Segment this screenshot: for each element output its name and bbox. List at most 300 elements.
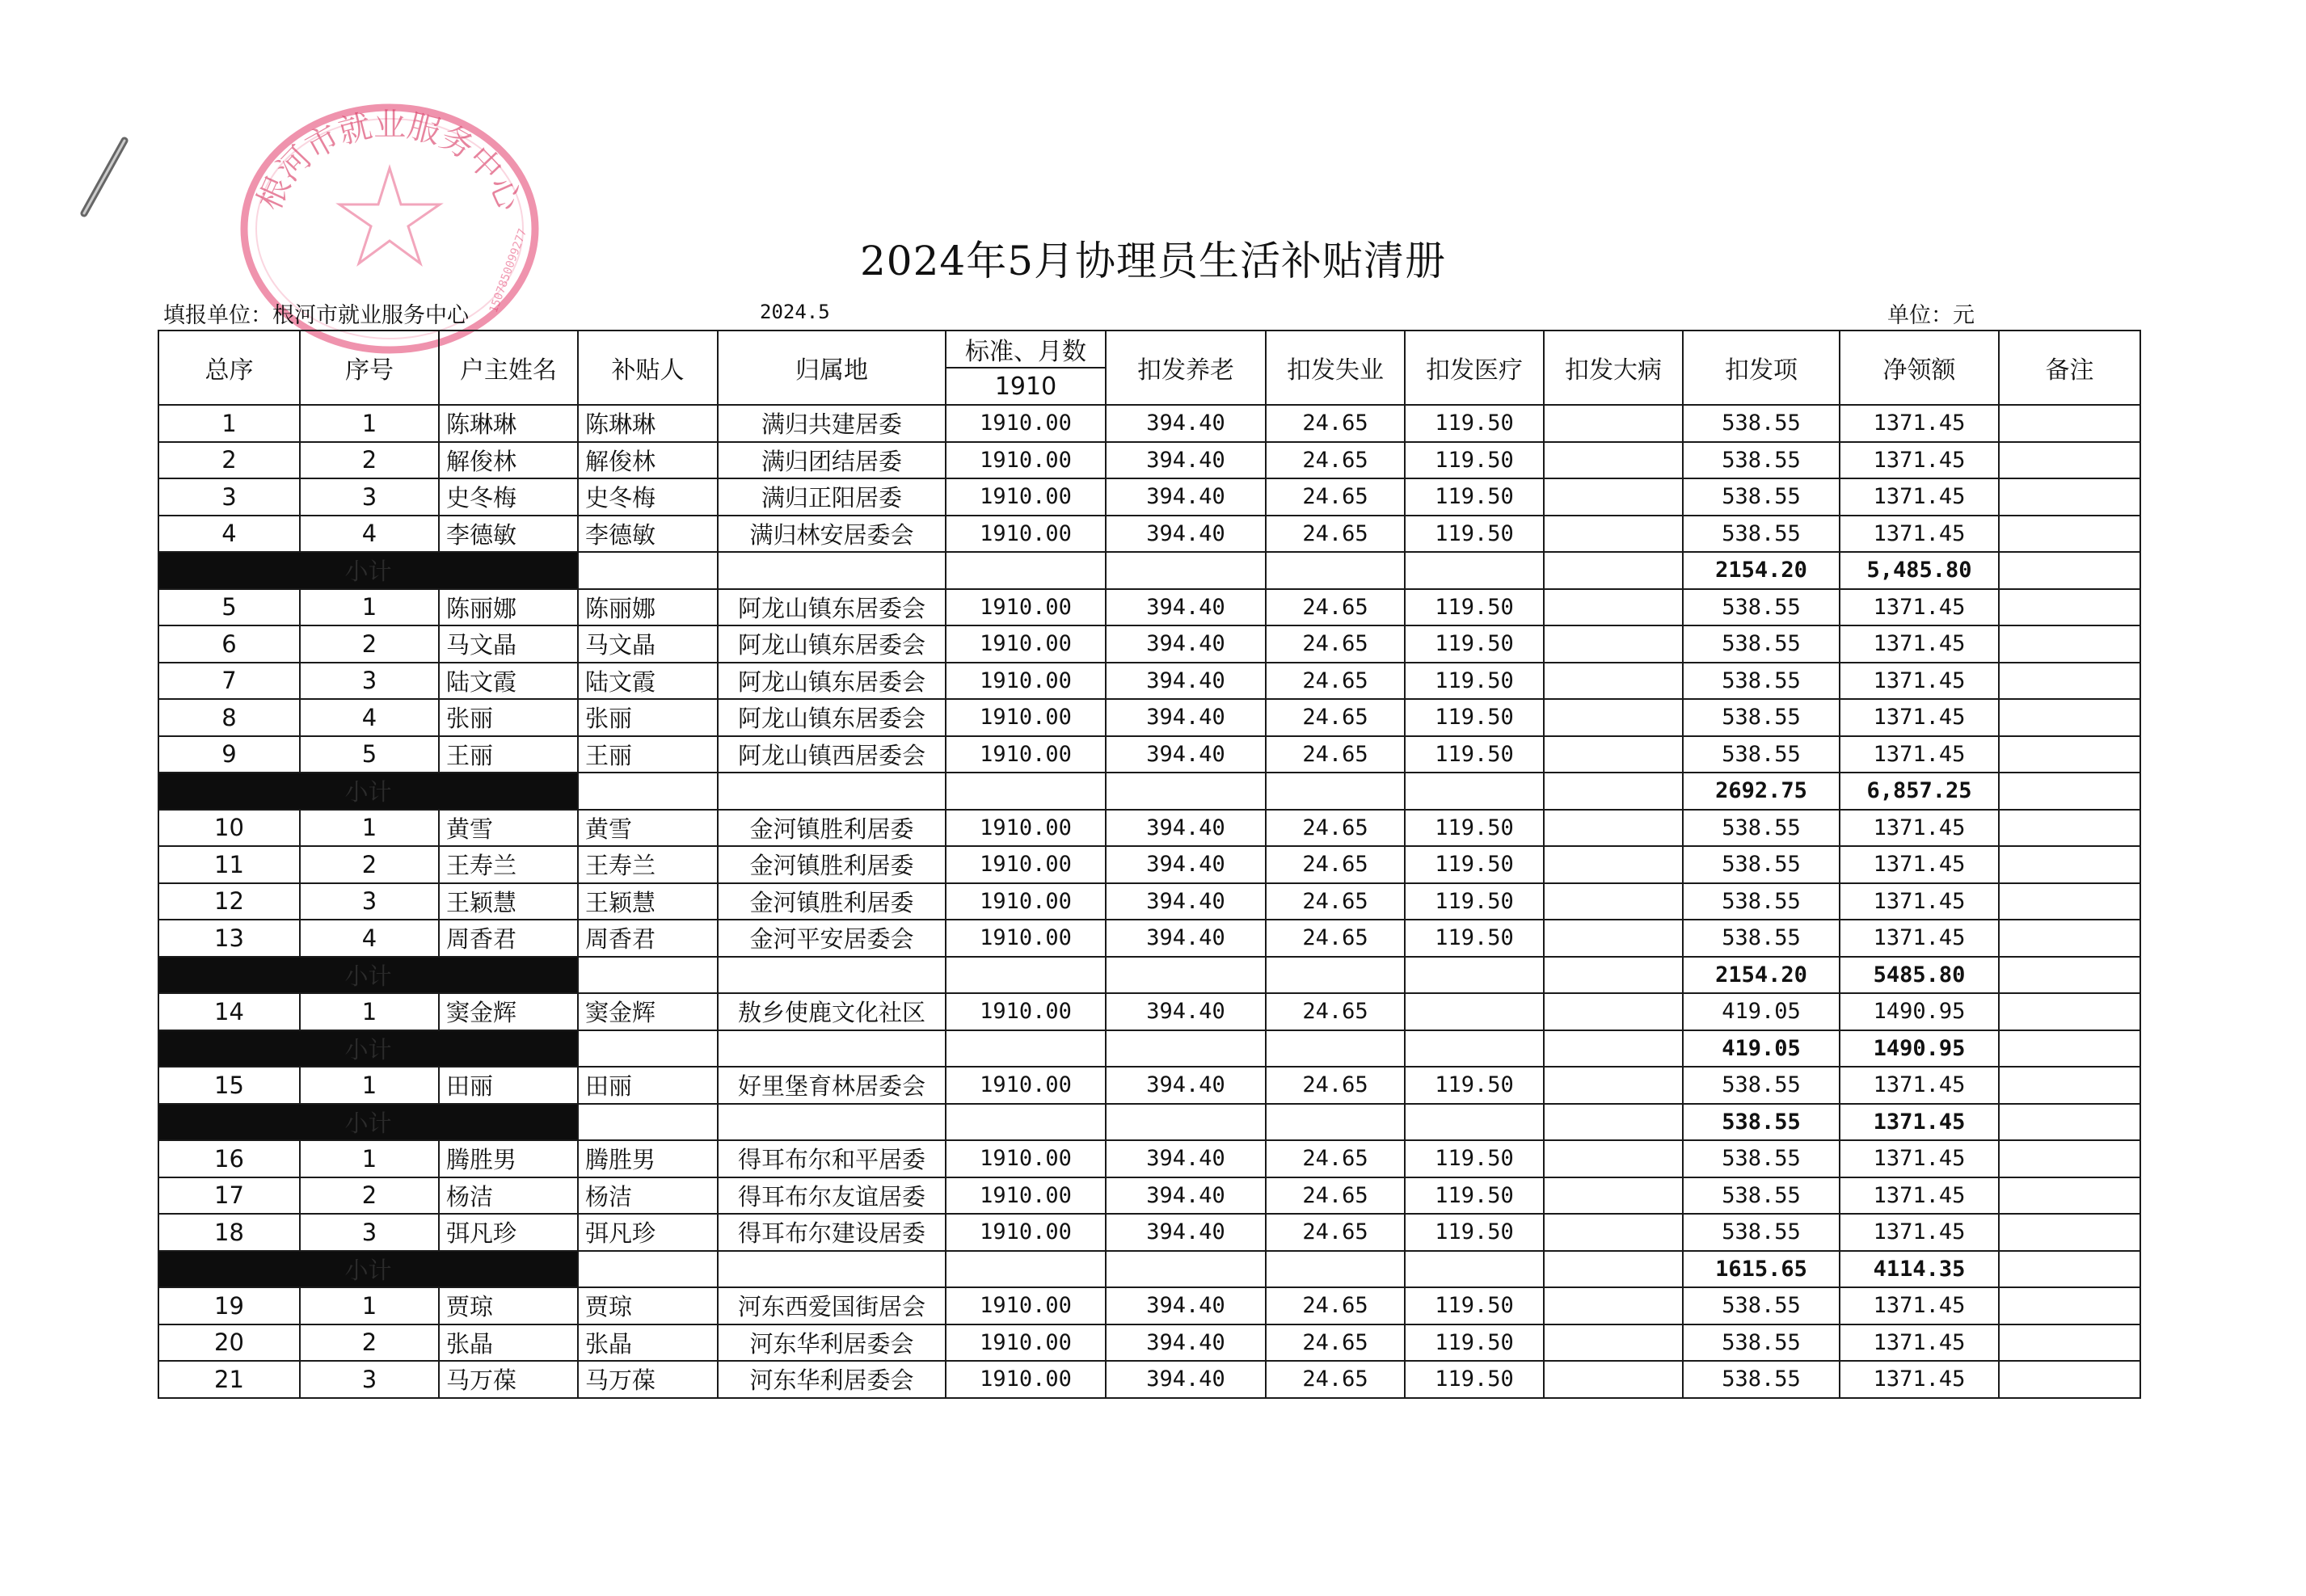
total-no-cell: 9 (158, 736, 300, 773)
remark-cell (1999, 773, 2140, 810)
remark-cell (1999, 1324, 2140, 1362)
deduction-cell: 538.55 (1683, 589, 1840, 626)
deduction-cell: 538.55 (1683, 1361, 1840, 1398)
net-amount-cell: 1371.45 (1840, 846, 1999, 883)
affiliation-cell: 敖乡使鹿文化社区 (718, 993, 946, 1030)
remark-cell (1999, 1287, 2140, 1324)
recipient-cell: 贾琼 (578, 1287, 718, 1324)
table-row (158, 920, 2140, 957)
total-no-cell: 5 (158, 589, 300, 626)
subtotal-net-cell: 1371.45 (1840, 1104, 1999, 1141)
total-no-cell: 1 (158, 405, 300, 442)
householder-cell: 张晶 (439, 1324, 578, 1362)
recipient-cell: 王寿兰 (578, 846, 718, 883)
total-no-cell: 15 (158, 1067, 300, 1104)
unemployment-cell: 24.65 (1266, 1324, 1405, 1362)
affiliation-cell: 河东西爱国街居会 (718, 1287, 946, 1324)
total-no-cell: 2 (158, 442, 300, 479)
subtotal-row (158, 552, 2140, 589)
subtotal-label: 小计 (158, 957, 578, 994)
unemployment-cell: 24.65 (1266, 405, 1405, 442)
empty-cell (1106, 957, 1266, 994)
total-no-cell: 11 (158, 846, 300, 883)
standard-cell: 1910.00 (946, 663, 1106, 700)
deduction-cell: 538.55 (1683, 663, 1840, 700)
standard-cell: 1910.00 (946, 405, 1106, 442)
filler-unit: 填报单位：根河市就业服务中心 (163, 303, 469, 328)
recipient-cell: 黄雪 (578, 810, 718, 847)
pension-cell: 394.40 (1106, 1287, 1266, 1324)
empty-cell (718, 773, 946, 810)
serious-illness-cell (1544, 405, 1683, 442)
subtotal-net-cell: 4114.35 (1840, 1251, 1999, 1288)
header-affiliation: 归属地 (718, 331, 946, 405)
seq-no-cell: 3 (300, 1214, 439, 1251)
subtotal-deduction-cell: 2154.20 (1683, 957, 1840, 994)
pension-cell: 394.40 (1106, 736, 1266, 773)
medical-cell: 119.50 (1405, 1177, 1544, 1215)
empty-cell (946, 1251, 1106, 1288)
unemployment-cell: 24.65 (1266, 1214, 1405, 1251)
unemployment-cell: 24.65 (1266, 663, 1405, 700)
table-row (158, 1287, 2140, 1324)
affiliation-cell: 满归林安居委会 (718, 516, 946, 553)
subtotal-label: 小计 (158, 1030, 578, 1068)
empty-cell (1266, 1030, 1405, 1068)
householder-cell: 陈丽娜 (439, 589, 578, 626)
recipient-cell: 陈丽娜 (578, 589, 718, 626)
recipient-cell: 解俊林 (578, 442, 718, 479)
empty-cell (1266, 1104, 1405, 1141)
serious-illness-cell (1544, 883, 1683, 920)
pen-mark (74, 136, 139, 225)
pension-cell: 394.40 (1106, 478, 1266, 516)
svg-text:根河市就业服务中心: 根河市就业服务中心 (251, 106, 529, 217)
affiliation-cell: 得耳布尔友谊居委 (718, 1177, 946, 1215)
empty-cell (578, 1104, 718, 1141)
pension-cell: 394.40 (1106, 405, 1266, 442)
affiliation-cell: 满归正阳居委 (718, 478, 946, 516)
empty-cell (1106, 1030, 1266, 1068)
deduction-cell: 538.55 (1683, 1140, 1840, 1177)
affiliation-cell: 金河镇胜利居委 (718, 810, 946, 847)
householder-cell: 马文晶 (439, 625, 578, 663)
affiliation-cell: 金河镇胜利居委 (718, 883, 946, 920)
householder-cell: 张丽 (439, 699, 578, 736)
remark-cell (1999, 478, 2140, 516)
subsidy-table (158, 330, 2141, 1399)
empty-cell (1106, 1251, 1266, 1288)
total-no-cell: 21 (158, 1361, 300, 1398)
remark-cell (1999, 663, 2140, 700)
remark-cell (1999, 516, 2140, 553)
total-no-cell: 13 (158, 920, 300, 957)
pension-cell: 394.40 (1106, 920, 1266, 957)
empty-cell (1266, 773, 1405, 810)
householder-cell: 王寿兰 (439, 846, 578, 883)
net-amount-cell: 1371.45 (1840, 920, 1999, 957)
remark-cell (1999, 589, 2140, 626)
serious-illness-cell (1544, 1287, 1683, 1324)
seq-no-cell: 3 (300, 478, 439, 516)
pension-cell: 394.40 (1106, 1067, 1266, 1104)
subtotal-row (158, 1251, 2140, 1288)
recipient-cell: 李德敏 (578, 516, 718, 553)
medical-cell: 119.50 (1405, 405, 1544, 442)
deduction-cell: 538.55 (1683, 625, 1840, 663)
standard-cell: 1910.00 (946, 516, 1106, 553)
pension-cell: 394.40 (1106, 1177, 1266, 1215)
affiliation-cell: 阿龙山镇东居委会 (718, 699, 946, 736)
seq-no-cell: 1 (300, 810, 439, 847)
householder-cell: 窦金辉 (439, 993, 578, 1030)
header-householder: 户主姓名 (439, 331, 578, 405)
seq-no-cell: 4 (300, 699, 439, 736)
standard-cell: 1910.00 (946, 993, 1106, 1030)
medical-cell: 119.50 (1405, 920, 1544, 957)
empty-cell (1106, 552, 1266, 589)
empty-cell (578, 957, 718, 994)
deduction-cell: 538.55 (1683, 1214, 1840, 1251)
affiliation-cell: 阿龙山镇东居委会 (718, 589, 946, 626)
empty-cell (1544, 1251, 1683, 1288)
empty-cell (1544, 552, 1683, 589)
empty-cell (946, 552, 1106, 589)
householder-cell: 王丽 (439, 736, 578, 773)
unemployment-cell: 24.65 (1266, 699, 1405, 736)
table-row (158, 589, 2140, 626)
header-total-no: 总序 (158, 331, 300, 405)
unemployment-cell: 24.65 (1266, 810, 1405, 847)
pension-cell: 394.40 (1106, 663, 1266, 700)
total-no-cell: 17 (158, 1177, 300, 1215)
recipient-cell: 张丽 (578, 699, 718, 736)
recipient-cell: 杨洁 (578, 1177, 718, 1215)
net-amount-cell: 1371.45 (1840, 1067, 1999, 1104)
householder-cell: 腾胜男 (439, 1140, 578, 1177)
table-row (158, 405, 2140, 442)
total-no-cell: 4 (158, 516, 300, 553)
recipient-cell: 周香君 (578, 920, 718, 957)
total-no-cell: 19 (158, 1287, 300, 1324)
serious-illness-cell (1544, 1324, 1683, 1362)
empty-cell (718, 1030, 946, 1068)
net-amount-cell: 1371.45 (1840, 589, 1999, 626)
seq-no-cell: 2 (300, 1177, 439, 1215)
serious-illness-cell (1544, 589, 1683, 626)
standard-cell: 1910.00 (946, 625, 1106, 663)
standard-cell: 1910.00 (946, 589, 1106, 626)
net-amount-cell: 1371.45 (1840, 663, 1999, 700)
net-amount-cell: 1371.45 (1840, 883, 1999, 920)
net-amount-cell: 1371.45 (1840, 699, 1999, 736)
recipient-cell: 张晶 (578, 1324, 718, 1362)
table-row (158, 883, 2140, 920)
remark-cell (1999, 1104, 2140, 1141)
deduction-cell: 538.55 (1683, 1324, 1840, 1362)
unemployment-cell: 24.65 (1266, 442, 1405, 479)
deduction-cell: 538.55 (1683, 1177, 1840, 1215)
total-no-cell: 14 (158, 993, 300, 1030)
net-amount-cell: 1371.45 (1840, 478, 1999, 516)
affiliation-cell: 好里堡育林居委会 (718, 1067, 946, 1104)
medical-cell: 119.50 (1405, 883, 1544, 920)
pension-cell: 394.40 (1106, 1214, 1266, 1251)
householder-cell: 周香君 (439, 920, 578, 957)
serious-illness-cell (1544, 1067, 1683, 1104)
header-remark: 备注 (1999, 331, 2140, 405)
householder-cell: 贾琼 (439, 1287, 578, 1324)
affiliation-cell: 阿龙山镇东居委会 (718, 663, 946, 700)
unemployment-cell: 24.65 (1266, 478, 1405, 516)
table-row (158, 1361, 2140, 1398)
net-amount-cell: 1371.45 (1840, 516, 1999, 553)
medical-cell: 119.50 (1405, 1361, 1544, 1398)
householder-cell: 田丽 (439, 1067, 578, 1104)
medical-cell: 119.50 (1405, 846, 1544, 883)
affiliation-cell: 得耳布尔建设居委 (718, 1214, 946, 1251)
remark-cell (1999, 699, 2140, 736)
subtotal-net-cell: 5,485.80 (1840, 552, 1999, 589)
affiliation-cell: 满归共建居委 (718, 405, 946, 442)
subtotal-net-cell: 6,857.25 (1840, 773, 1999, 810)
remark-cell (1999, 736, 2140, 773)
total-no-cell: 10 (158, 810, 300, 847)
unemployment-cell: 24.65 (1266, 736, 1405, 773)
table-row (158, 993, 2140, 1030)
remark-cell (1999, 552, 2140, 589)
total-no-cell: 7 (158, 663, 300, 700)
remark-cell (1999, 920, 2140, 957)
deduction-cell: 538.55 (1683, 736, 1840, 773)
pension-cell: 394.40 (1106, 442, 1266, 479)
recipient-cell: 腾胜男 (578, 1140, 718, 1177)
remark-cell (1999, 810, 2140, 847)
empty-cell (578, 773, 718, 810)
medical-cell: 119.50 (1405, 442, 1544, 479)
empty-cell (1106, 773, 1266, 810)
deduction-cell: 538.55 (1683, 405, 1840, 442)
empty-cell (1266, 552, 1405, 589)
unemployment-cell: 24.65 (1266, 883, 1405, 920)
serious-illness-cell (1544, 699, 1683, 736)
seq-no-cell: 3 (300, 663, 439, 700)
pension-cell: 394.40 (1106, 883, 1266, 920)
subtotal-row (158, 773, 2140, 810)
remark-cell (1999, 1067, 2140, 1104)
standard-cell: 1910.00 (946, 699, 1106, 736)
net-amount-cell: 1371.45 (1840, 1214, 1999, 1251)
table-row (158, 1140, 2140, 1177)
deduction-cell: 538.55 (1683, 1287, 1840, 1324)
total-no-cell: 3 (158, 478, 300, 516)
seq-no-cell: 2 (300, 625, 439, 663)
empty-cell (1405, 1104, 1544, 1141)
table-row (158, 810, 2140, 847)
pension-cell: 394.40 (1106, 846, 1266, 883)
subtotal-label: 小计 (158, 552, 578, 589)
recipient-cell: 史冬梅 (578, 478, 718, 516)
householder-cell: 陆文霞 (439, 663, 578, 700)
table-row (158, 625, 2140, 663)
pension-cell: 394.40 (1106, 516, 1266, 553)
empty-cell (578, 1251, 718, 1288)
empty-cell (718, 1104, 946, 1141)
householder-cell: 马万葆 (439, 1361, 578, 1398)
table-row (158, 442, 2140, 479)
header-serious-illness: 扣发大病 (1544, 331, 1683, 405)
table-row (158, 699, 2140, 736)
seq-no-cell: 1 (300, 589, 439, 626)
standard-cell: 1910.00 (946, 846, 1106, 883)
net-amount-cell: 1490.95 (1840, 993, 1999, 1030)
header-medical: 扣发医疗 (1405, 331, 1544, 405)
unemployment-cell: 24.65 (1266, 1067, 1405, 1104)
total-no-cell: 6 (158, 625, 300, 663)
standard-cell: 1910.00 (946, 442, 1106, 479)
svg-text:1507850099277: 1507850099277 (487, 226, 530, 315)
unemployment-cell: 24.65 (1266, 516, 1405, 553)
standard-cell: 1910.00 (946, 1324, 1106, 1362)
empty-cell (718, 552, 946, 589)
total-no-cell: 8 (158, 699, 300, 736)
medical-cell: 119.50 (1405, 1140, 1544, 1177)
affiliation-cell: 阿龙山镇西居委会 (718, 736, 946, 773)
remark-cell (1999, 442, 2140, 479)
remark-cell (1999, 1361, 2140, 1398)
serious-illness-cell (1544, 1140, 1683, 1177)
serious-illness-cell (1544, 920, 1683, 957)
recipient-cell: 王颖慧 (578, 883, 718, 920)
subtotal-deduction-cell: 419.05 (1683, 1030, 1840, 1068)
header-seq-no: 序号 (300, 331, 439, 405)
subtotal-net-cell: 1490.95 (1840, 1030, 1999, 1068)
header-standard-months: 标准、月数 (946, 331, 1106, 368)
table-row (158, 478, 2140, 516)
empty-cell (1405, 552, 1544, 589)
net-amount-cell: 1371.45 (1840, 810, 1999, 847)
standard-cell: 1910.00 (946, 1177, 1106, 1215)
empty-cell (1544, 957, 1683, 994)
standard-cell: 1910.00 (946, 1214, 1106, 1251)
net-amount-cell: 1371.45 (1840, 1361, 1999, 1398)
affiliation-cell: 得耳布尔和平居委 (718, 1140, 946, 1177)
standard-cell: 1910.00 (946, 1361, 1106, 1398)
serious-illness-cell (1544, 478, 1683, 516)
empty-cell (1405, 773, 1544, 810)
standard-cell: 1910.00 (946, 1287, 1106, 1324)
serious-illness-cell (1544, 625, 1683, 663)
seq-no-cell: 3 (300, 1361, 439, 1398)
table-row (158, 1214, 2140, 1251)
subtotal-deduction-cell: 1615.65 (1683, 1251, 1840, 1288)
header-standard-value: 1910 (946, 368, 1106, 405)
serious-illness-cell (1544, 993, 1683, 1030)
medical-cell (1405, 993, 1544, 1030)
remark-cell (1999, 1140, 2140, 1177)
standard-cell: 1910.00 (946, 478, 1106, 516)
empty-cell (1405, 1030, 1544, 1068)
recipient-cell: 弭凡珍 (578, 1214, 718, 1251)
affiliation-cell: 金河平安居委会 (718, 920, 946, 957)
householder-cell: 李德敏 (439, 516, 578, 553)
standard-cell: 1910.00 (946, 1140, 1106, 1177)
serious-illness-cell (1544, 442, 1683, 479)
net-amount-cell: 1371.45 (1840, 1140, 1999, 1177)
affiliation-cell: 阿龙山镇东居委会 (718, 625, 946, 663)
remark-cell (1999, 1177, 2140, 1215)
affiliation-cell: 河东华利居委会 (718, 1324, 946, 1362)
net-amount-cell: 1371.45 (1840, 1177, 1999, 1215)
unemployment-cell: 24.65 (1266, 1361, 1405, 1398)
deduction-cell: 538.55 (1683, 516, 1840, 553)
empty-cell (578, 552, 718, 589)
unemployment-cell: 24.65 (1266, 589, 1405, 626)
recipient-cell: 窦金辉 (578, 993, 718, 1030)
standard-cell: 1910.00 (946, 810, 1106, 847)
remark-cell (1999, 846, 2140, 883)
serious-illness-cell (1544, 810, 1683, 847)
empty-cell (946, 773, 1106, 810)
seq-no-cell: 1 (300, 1287, 439, 1324)
householder-cell: 王颖慧 (439, 883, 578, 920)
header-deduction-total: 扣发项 (1683, 331, 1840, 405)
recipient-cell: 陈琳琳 (578, 405, 718, 442)
table-row (158, 1324, 2140, 1362)
seq-no-cell: 2 (300, 1324, 439, 1362)
deduction-cell: 419.05 (1683, 993, 1840, 1030)
standard-cell: 1910.00 (946, 1067, 1106, 1104)
unemployment-cell: 24.65 (1266, 846, 1405, 883)
empty-cell (1544, 773, 1683, 810)
medical-cell: 119.50 (1405, 699, 1544, 736)
remark-cell (1999, 405, 2140, 442)
standard-cell: 1910.00 (946, 883, 1106, 920)
householder-cell: 解俊林 (439, 442, 578, 479)
seq-no-cell: 4 (300, 516, 439, 553)
document-title: 2024年5月协理员生活补贴清册 (859, 238, 1447, 284)
seq-no-cell: 2 (300, 846, 439, 883)
report-period: 2024.5 (760, 301, 830, 323)
deduction-cell: 538.55 (1683, 442, 1840, 479)
serious-illness-cell (1544, 1361, 1683, 1398)
remark-cell (1999, 883, 2140, 920)
deduction-cell: 538.55 (1683, 478, 1840, 516)
medical-cell: 119.50 (1405, 1287, 1544, 1324)
unemployment-cell: 24.65 (1266, 625, 1405, 663)
table-row (158, 1177, 2140, 1215)
remark-cell (1999, 957, 2140, 994)
remark-cell (1999, 1030, 2140, 1068)
subtotal-net-cell: 5485.80 (1840, 957, 1999, 994)
net-amount-cell: 1371.45 (1840, 1287, 1999, 1324)
total-no-cell: 18 (158, 1214, 300, 1251)
net-amount-cell: 1371.45 (1840, 442, 1999, 479)
deduction-cell: 538.55 (1683, 883, 1840, 920)
empty-cell (1106, 1104, 1266, 1141)
householder-cell: 杨洁 (439, 1177, 578, 1215)
medical-cell: 119.50 (1405, 478, 1544, 516)
table-row (158, 736, 2140, 773)
net-amount-cell: 1371.45 (1840, 736, 1999, 773)
affiliation-cell: 金河镇胜利居委 (718, 846, 946, 883)
subtotal-label: 小计 (158, 1251, 578, 1288)
subtotal-deduction-cell: 2154.20 (1683, 552, 1840, 589)
standard-cell: 1910.00 (946, 920, 1106, 957)
seq-no-cell: 3 (300, 883, 439, 920)
subtotal-deduction-cell: 538.55 (1683, 1104, 1840, 1141)
table-row (158, 516, 2140, 553)
